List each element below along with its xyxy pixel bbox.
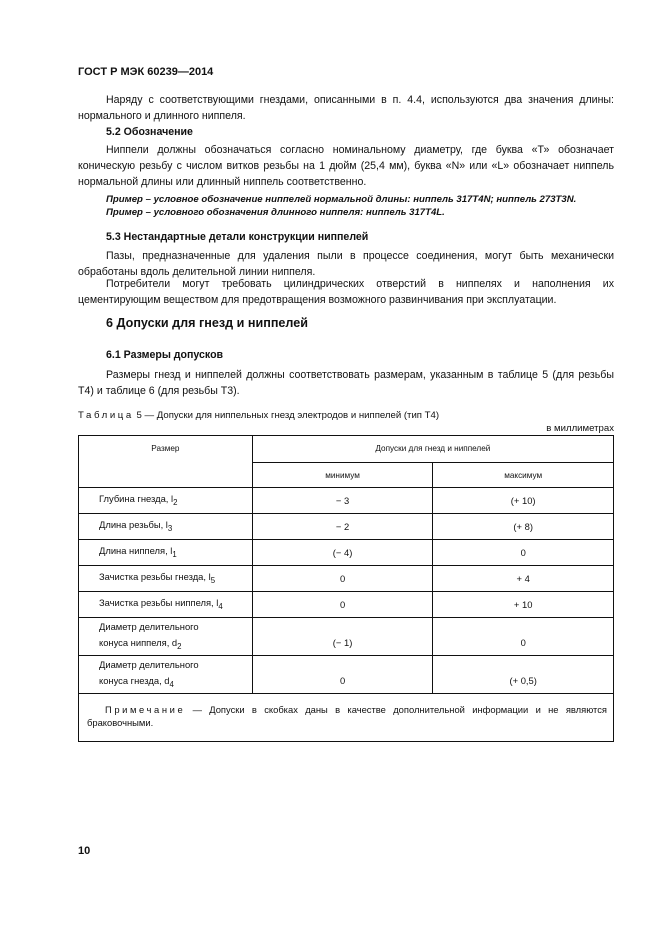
header-max: максимум — [433, 463, 614, 488]
section-6-title: 6 Допуски для гнезд и ниппелей — [106, 316, 309, 330]
row-label: Диаметр делительного конуса гнезда, $d_4$ — [79, 656, 253, 694]
row-min: (− 4) — [252, 540, 433, 566]
header-tolerances: Допуски для гнезд и ниппелей — [252, 436, 613, 463]
table-caption: Таблица 5 — Допуски для ниппельных гнезд электродов и ниппелей (тип Т4) — [78, 410, 440, 421]
row-max: (+ 10) — [433, 488, 614, 514]
table-units: в миллиметрах — [546, 423, 614, 434]
section-5-2-title: 5.2 Обозначение — [106, 126, 193, 138]
row-max: 0 — [433, 540, 614, 566]
table-row — [79, 488, 614, 514]
table-row — [79, 618, 614, 656]
section-5-3-paragraph-1: Пазы, предназначенные для удаления пыли в процессе соединения, могут быть механически обработаны вдоль делительной линии ниппеля. — [78, 250, 614, 278]
row-label: Диаметр делительного конуса ниппеля, $d_2$ — [79, 618, 253, 656]
row-label: Длина ниппеля, $l_1$ — [79, 540, 253, 566]
row-max: (+ 0,5) — [433, 656, 614, 694]
row-max: 0 — [433, 618, 614, 656]
row-min: 0 — [252, 656, 433, 694]
table-row — [79, 592, 614, 618]
section-6-1-title: 6.1 Размеры допусков — [106, 349, 224, 361]
section-5-2-text: Ниппели должны обозначаться согласно номинальному диаметру, где буква «Т» обозначает коническую резьбу с числом витков резьбы на 1 дюйм (25,4 мм), буква «N» или «L» обозначает ниппель нормальной длины или длинный ниппель соответственно. — [78, 144, 614, 188]
row-max: + 4 — [433, 566, 614, 592]
row-label: Длина резьбы, $l_3$ — [79, 514, 253, 540]
row-min: − 2 — [252, 514, 433, 540]
row-label: Зачистка резьбы гнезда, $l_5$ — [79, 566, 253, 592]
table-note-row — [79, 694, 614, 742]
table-row — [79, 540, 614, 566]
table-note: Примечание — Допуски в скобках даны в качестве дополнительной информации и не являются браковочными. — [79, 694, 614, 742]
row-max: (+ 8) — [433, 514, 614, 540]
intro-paragraph: Наряду с соответствующими гнездами, описанными в п. 4.4, используются два значения длины: нормального и длинного ниппеля. — [78, 94, 614, 122]
page-number: 10 — [78, 845, 91, 857]
row-min: 0 — [252, 592, 433, 618]
section-6-1-text: Размеры гнезд и ниппелей должны соответствовать размерам, указанным в таблице 5 (для резьбы Т4) и таблице 6 (для резьбы Т3). — [78, 369, 614, 397]
row-max: + 10 — [433, 592, 614, 618]
row-min: − 3 — [252, 488, 433, 514]
row-label: Зачистка резьбы ниппеля, $l_4$ — [79, 592, 253, 618]
table-row — [79, 514, 614, 540]
row-min: 0 — [252, 566, 433, 592]
table-header-row — [79, 436, 614, 463]
document-header: ГОСТ Р МЭК 60239—2014 — [78, 66, 214, 78]
header-min: минимум — [252, 463, 433, 488]
tolerance-table — [78, 435, 614, 742]
table-row — [79, 566, 614, 592]
section-5-3-title: 5.3 Нестандартные детали конструкции ниппелей — [106, 231, 369, 243]
row-min: (− 1) — [252, 618, 433, 656]
header-size: Размер — [79, 436, 253, 488]
example-long-nipple: Пример – условного обозначения длинного ниппеля: ниппель 317T4L. — [106, 207, 445, 218]
table-row — [79, 656, 614, 694]
row-label: Глубина гнезда, $l_2$ — [79, 488, 253, 514]
section-5-3-paragraph-2: Потребители могут требовать цилиндрических отверстий в ниппелях и наполнения их цементирующим веществом для предотвращения возможного развинчивания при эксплуатации. — [78, 278, 614, 306]
example-normal-nipple: Пример – условное обозначение ниппелей нормальной длины: ниппель 317T4N; ниппель 273T3N. — [106, 194, 577, 205]
